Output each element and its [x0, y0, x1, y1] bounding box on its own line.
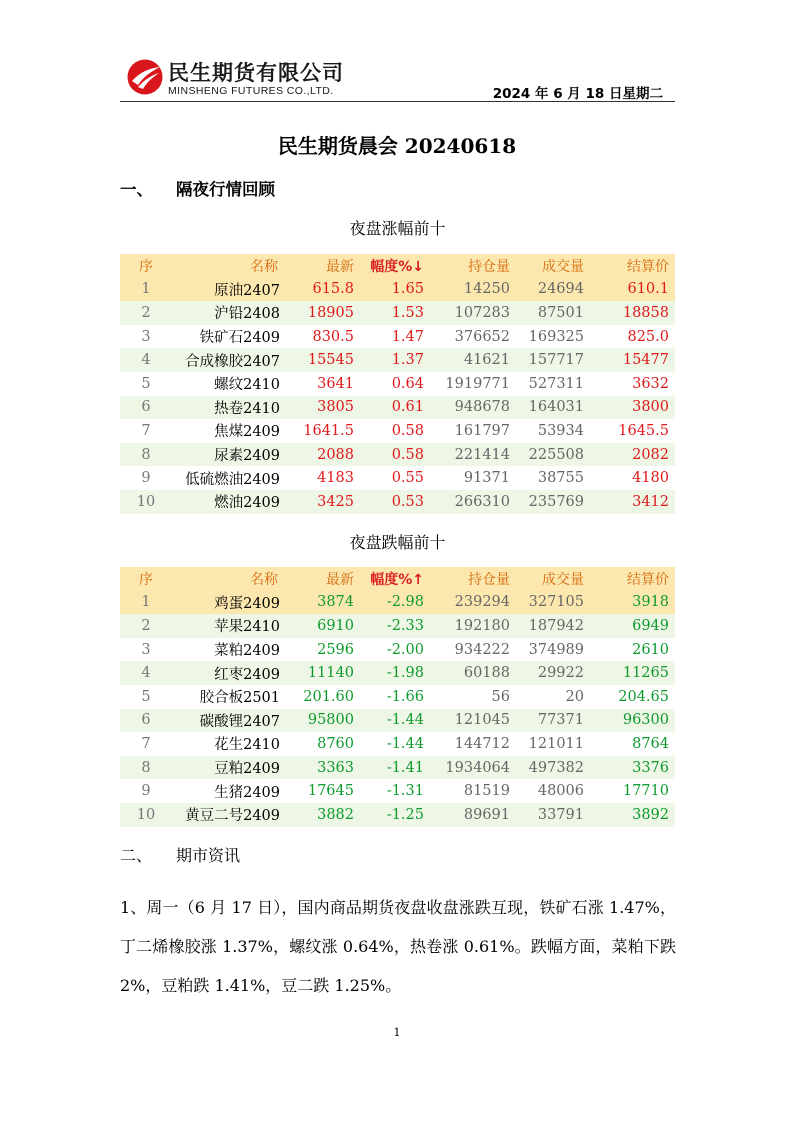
page-header: [120, 52, 675, 102]
table-row: [120, 685, 675, 709]
company-logo: [126, 56, 366, 100]
cell-vol: 77371: [537, 712, 584, 729]
cell-name: 碳酸锂2407: [199, 713, 280, 730]
section-heading-1: [120, 176, 275, 200]
cell-oi: 221414: [454, 446, 510, 463]
section-number: 一、: [120, 180, 153, 199]
news-paragraph: 1、周一（6 月 17 日），国内商品期货夜盘收盘涨跌互现，铁矿石涨 1.47%，丁二烯橡胶涨 1.37%，螺纹涨 0.64%，热卷涨 0.61%。跌幅方面，菜粕下跌 2%，豆粕跌 1.41%，豆二跌 1.25%。: [120, 898, 676, 995]
table-row: [120, 396, 675, 420]
table-row: [120, 756, 675, 780]
cell-oi: 56: [491, 688, 510, 705]
table-row: [120, 803, 675, 827]
cell-name: 原油2407: [214, 282, 280, 299]
cell-oi: 14250: [463, 281, 510, 298]
cell-oi: 192180: [454, 617, 510, 634]
cell-settle: 3632: [632, 375, 669, 392]
cell-vol: 48006: [537, 783, 584, 800]
table-row: [120, 638, 675, 662]
cell-idx: 2: [141, 304, 151, 321]
cell-idx: 8: [141, 759, 151, 776]
cell-pct: 0.61: [391, 399, 424, 416]
cell-last: 11140: [307, 665, 354, 682]
cell-settle: 3412: [632, 493, 669, 510]
logo-mark-icon: [126, 58, 164, 96]
cell-last: 1641.5: [303, 422, 354, 439]
cell-settle: 610.1: [627, 281, 669, 298]
col-header-vol: 成交量: [542, 258, 584, 275]
table-row: [120, 278, 675, 302]
cell-last: 15545: [307, 352, 354, 369]
cell-vol: 327105: [528, 594, 584, 611]
cell-oi: 1934064: [445, 759, 510, 776]
cell-settle: 96300: [622, 712, 669, 729]
cell-last: 95800: [307, 712, 354, 729]
page-title: 民生期货晨会 20240618: [277, 134, 517, 158]
cell-vol: 121011: [528, 735, 584, 752]
cell-vol: 164031: [528, 399, 584, 416]
cell-oi: 81519: [463, 783, 510, 800]
cell-idx: 2: [141, 617, 151, 634]
cell-settle: 18858: [622, 304, 669, 321]
cell-pct: 0.64: [391, 375, 424, 392]
cell-last: 3363: [317, 759, 354, 776]
cell-name: 胶合板2501: [199, 690, 280, 707]
cell-idx: 9: [141, 783, 151, 800]
cell-settle: 825.0: [627, 328, 669, 345]
cell-idx: 4: [141, 352, 151, 369]
cell-oi: 266310: [454, 493, 510, 510]
col-header-settle: 结算价: [627, 258, 669, 275]
table-row: [120, 372, 675, 396]
section-heading-2: [120, 843, 240, 866]
cell-oi: 121045: [454, 712, 510, 729]
cell-name: 豆粕2409: [214, 761, 280, 778]
cell-vol: 29922: [537, 665, 584, 682]
col-header-name: 名称: [250, 258, 278, 275]
col-header-settle: 结算价: [627, 571, 669, 588]
cell-idx: 5: [141, 688, 151, 705]
table-header-row: [120, 567, 675, 591]
cell-last: 201.60: [303, 688, 354, 705]
table-down-caption: 夜盘跌幅前十: [349, 533, 446, 552]
cell-pct: -1.25: [386, 806, 424, 823]
cell-idx: 6: [141, 712, 151, 729]
cell-oi: 107283: [454, 304, 510, 321]
table-row: [120, 443, 675, 467]
cell-settle: 3376: [632, 759, 669, 776]
cell-vol: 527311: [528, 375, 584, 392]
cell-idx: 4: [141, 665, 151, 682]
cell-last: 615.8: [312, 281, 354, 298]
table-row: [120, 466, 675, 490]
cell-vol: 87501: [537, 304, 584, 321]
cell-name: 合成橡胶2407: [185, 353, 280, 370]
table-row: [120, 591, 675, 615]
cell-idx: 6: [141, 399, 151, 416]
cell-name: 铁矿石2409: [199, 330, 280, 347]
cell-vol: 169325: [528, 328, 584, 345]
cell-pct: -2.00: [386, 641, 424, 658]
cell-idx: 5: [141, 375, 151, 392]
cell-vol: 20: [565, 688, 584, 705]
cell-name: 低硫燃油2409: [185, 471, 280, 488]
cell-oi: 1919771: [445, 375, 510, 392]
cell-name: 花生2410: [214, 737, 280, 754]
col-header-last: 最新: [326, 258, 354, 275]
cell-settle: 8764: [632, 735, 669, 752]
cell-last: 3641: [317, 375, 354, 392]
cell-name: 苹果2410: [214, 619, 280, 636]
table-row: [120, 709, 675, 733]
cell-oi: 934222: [454, 641, 510, 658]
table-up-caption: 夜盘涨幅前十: [349, 219, 446, 238]
cell-idx: 10: [136, 806, 156, 823]
table-row: [120, 614, 675, 638]
cell-oi: 60188: [463, 665, 510, 682]
col-header-oi: 持仓量: [468, 258, 510, 275]
cell-idx: 3: [141, 641, 151, 658]
cell-settle: 2610: [632, 641, 669, 658]
cell-name: 尿素2409: [214, 448, 280, 465]
cell-last: 2596: [317, 641, 354, 658]
cell-settle: 6949: [632, 617, 669, 634]
cell-vol: 374989: [528, 641, 584, 658]
cell-idx: 7: [141, 422, 151, 439]
cell-oi: 376652: [454, 328, 510, 345]
cell-pct: -1.66: [386, 688, 424, 705]
cell-idx: 3: [141, 328, 151, 345]
table-header-row: [120, 254, 675, 278]
table-row: [120, 301, 675, 325]
cell-pct: 1.47: [391, 328, 424, 345]
cell-name: 热卷2410: [214, 400, 280, 417]
col-header-oi: 持仓量: [468, 571, 510, 588]
table-row: [120, 419, 675, 443]
col-header-name: 名称: [250, 571, 278, 588]
cell-idx: 8: [141, 446, 151, 463]
col-header-idx: 序: [139, 258, 153, 275]
cell-pct: 1.37: [391, 352, 424, 369]
cell-vol: 235769: [528, 493, 584, 510]
cell-pct: 0.53: [391, 493, 424, 510]
cell-last: 8760: [317, 735, 354, 752]
cell-last: 18905: [307, 304, 354, 321]
cell-last: 3882: [317, 806, 354, 823]
cell-settle: 3918: [632, 594, 669, 611]
table-row: [120, 325, 675, 349]
cell-pct: 1.53: [391, 304, 424, 321]
cell-last: 17645: [307, 783, 354, 800]
cell-oi: 41621: [463, 352, 510, 369]
cell-last: 4183: [317, 470, 354, 487]
cell-settle: 11265: [622, 665, 669, 682]
page-number: 1: [393, 1026, 401, 1039]
cell-name: 菜粕2409: [214, 643, 280, 660]
cell-oi: 239294: [454, 594, 510, 611]
cell-name: 螺纹2410: [214, 377, 280, 394]
logo-english-name: MINSHENG FUTURES CO.,LTD.: [168, 85, 334, 97]
cell-name: 燃油2409: [214, 495, 280, 512]
cell-pct: -1.31: [386, 783, 424, 800]
cell-vol: 187942: [528, 617, 584, 634]
cell-last: 3425: [317, 493, 354, 510]
night-session-gainers-table: [120, 254, 675, 514]
cell-last: 2088: [317, 446, 354, 463]
cell-name: 红枣2409: [214, 666, 280, 683]
cell-last: 3874: [317, 594, 354, 611]
cell-settle: 15477: [622, 352, 669, 369]
header-date: 2024 年 6 月 18 日星期二: [492, 86, 663, 102]
cell-pct: -2.33: [386, 617, 424, 634]
cell-settle: 3892: [632, 806, 669, 823]
cell-pct: 0.58: [391, 422, 424, 439]
cell-settle: 2082: [632, 446, 669, 463]
cell-settle: 204.65: [618, 688, 669, 705]
cell-vol: 225508: [528, 446, 584, 463]
night-session-losers-table: [120, 567, 675, 827]
col-header-vol: 成交量: [542, 571, 584, 588]
cell-idx: 1: [141, 594, 151, 611]
cell-oi: 161797: [454, 422, 510, 439]
cell-name: 沪铅2408: [214, 306, 280, 323]
cell-name: 鸡蛋2409: [214, 595, 280, 612]
cell-last: 3805: [317, 399, 354, 416]
section-number: 二、: [120, 846, 153, 865]
table-row: [120, 732, 675, 756]
cell-oi: 91371: [463, 470, 510, 487]
col-header-pct: 幅度%↑: [370, 571, 424, 588]
cell-oi: 948678: [454, 399, 510, 416]
cell-oi: 144712: [454, 735, 510, 752]
cell-pct: -1.44: [386, 735, 424, 752]
cell-vol: 38755: [537, 470, 584, 487]
cell-last: 6910: [317, 617, 354, 634]
cell-oi: 89691: [463, 806, 510, 823]
cell-name: 生猪2409: [214, 784, 280, 801]
cell-settle: 17710: [622, 783, 669, 800]
cell-name: 黄豆二号2409: [185, 808, 280, 825]
cell-pct: -1.41: [386, 759, 424, 776]
cell-vol: 33791: [537, 806, 584, 823]
cell-vol: 53934: [537, 422, 584, 439]
cell-settle: 3800: [632, 399, 669, 416]
cell-pct: -2.98: [386, 594, 424, 611]
col-header-idx: 序: [139, 571, 153, 588]
cell-pct: 0.58: [391, 446, 424, 463]
cell-settle: 4180: [632, 470, 669, 487]
logo-chinese-name: 民生期货有限公司: [168, 61, 344, 85]
cell-pct: 0.55: [391, 470, 424, 487]
table-row: [120, 348, 675, 372]
cell-name: 焦煤2409: [214, 424, 280, 441]
cell-pct: 1.65: [391, 281, 424, 298]
cell-settle: 1645.5: [618, 422, 669, 439]
section-title: 隔夜行情回顾: [176, 180, 275, 199]
table-row: [120, 779, 675, 803]
cell-idx: 1: [141, 281, 151, 298]
cell-pct: -1.44: [386, 712, 424, 729]
cell-pct: -1.98: [386, 665, 424, 682]
section-title: 期市资讯: [176, 846, 241, 865]
cell-vol: 157717: [528, 352, 584, 369]
cell-vol: 497382: [528, 759, 584, 776]
table-row: [120, 661, 675, 685]
cell-idx: 10: [136, 493, 156, 510]
cell-idx: 7: [141, 735, 151, 752]
cell-vol: 24694: [537, 281, 584, 298]
cell-idx: 9: [141, 470, 151, 487]
col-header-last: 最新: [326, 571, 354, 588]
col-header-pct: 幅度%↓: [370, 258, 424, 275]
table-row: [120, 490, 675, 514]
cell-last: 830.5: [312, 328, 354, 345]
